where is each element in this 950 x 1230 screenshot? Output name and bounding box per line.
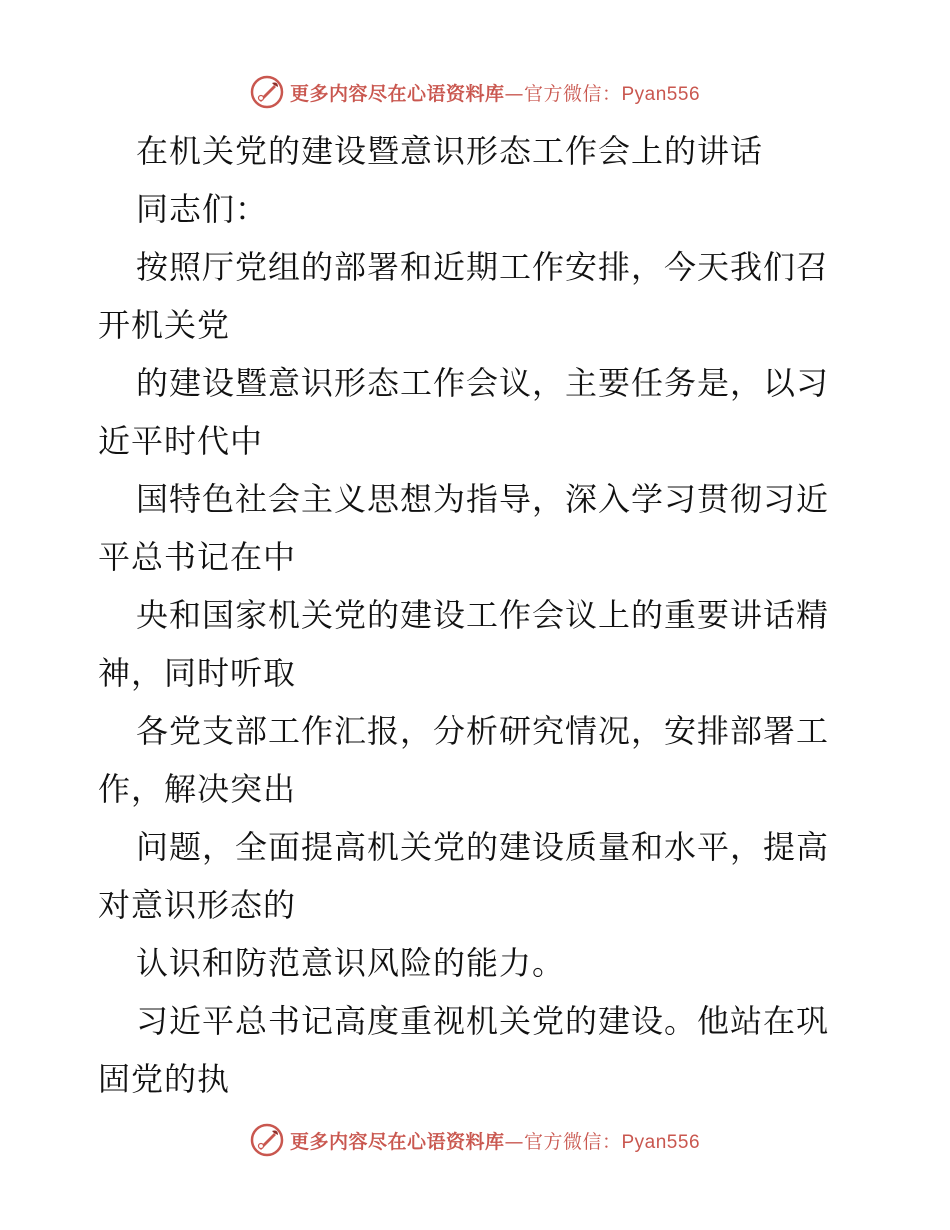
text-line: 央和国家机关党的建设工作会议上的重要讲话精 <box>136 596 830 634</box>
quill-logo-icon <box>250 75 284 109</box>
text-line: 的建设暨意识形态工作会议，主要任务是，以习 <box>136 364 830 402</box>
watermark-header <box>0 72 950 112</box>
text-line: 各党支部工作汇报，分析研究情况，安排部署工 <box>136 712 830 750</box>
watermark-wechat-label: 官方微信： <box>523 1130 622 1153</box>
watermark-wechat-id: Pyan556 <box>621 83 701 105</box>
watermark-text <box>290 79 700 106</box>
watermark-text <box>290 1127 700 1154</box>
text-line: 开机关党 <box>98 306 231 344</box>
text-line: 神，同时听取 <box>98 654 297 692</box>
document-body <box>98 122 858 1108</box>
watermark-site: 更多内容尽在心语资料库 <box>289 82 505 105</box>
watermark-footer <box>0 1120 950 1160</box>
text-line: 国特色社会主义思想为指导，深入学习贯彻习近 <box>136 480 830 518</box>
watermark-wechat-id: Pyan556 <box>621 1131 701 1153</box>
text-line: 认识和防范意识风险的能力。 <box>136 944 566 982</box>
text-line: 平总书记在中 <box>98 538 297 576</box>
document-salutation: 同志们： <box>136 190 269 228</box>
text-line: 近平时代中 <box>98 422 264 460</box>
watermark-site: 更多内容尽在心语资料库 <box>289 1130 505 1153</box>
text-line: 问题，全面提高机关党的建设质量和水平，提高 <box>136 828 830 866</box>
document-title: 在机关党的建设暨意识形态工作会上的讲话 <box>136 132 764 170</box>
watermark-separator: — <box>504 82 524 105</box>
document-paragraphs <box>98 238 858 1108</box>
text-line: 对意识形态的 <box>98 886 297 924</box>
text-line: 习近平总书记高度重视机关党的建设。他站在巩 <box>136 1002 830 1040</box>
text-line: 作，解决突出 <box>98 770 297 808</box>
watermark-separator: — <box>504 1130 524 1153</box>
text-line: 按照厅党组的部署和近期工作安排，今天我们召 <box>136 248 830 286</box>
quill-logo-icon <box>250 1123 284 1157</box>
watermark-wechat-label: 官方微信： <box>523 82 622 105</box>
text-line: 固党的执 <box>98 1060 231 1098</box>
